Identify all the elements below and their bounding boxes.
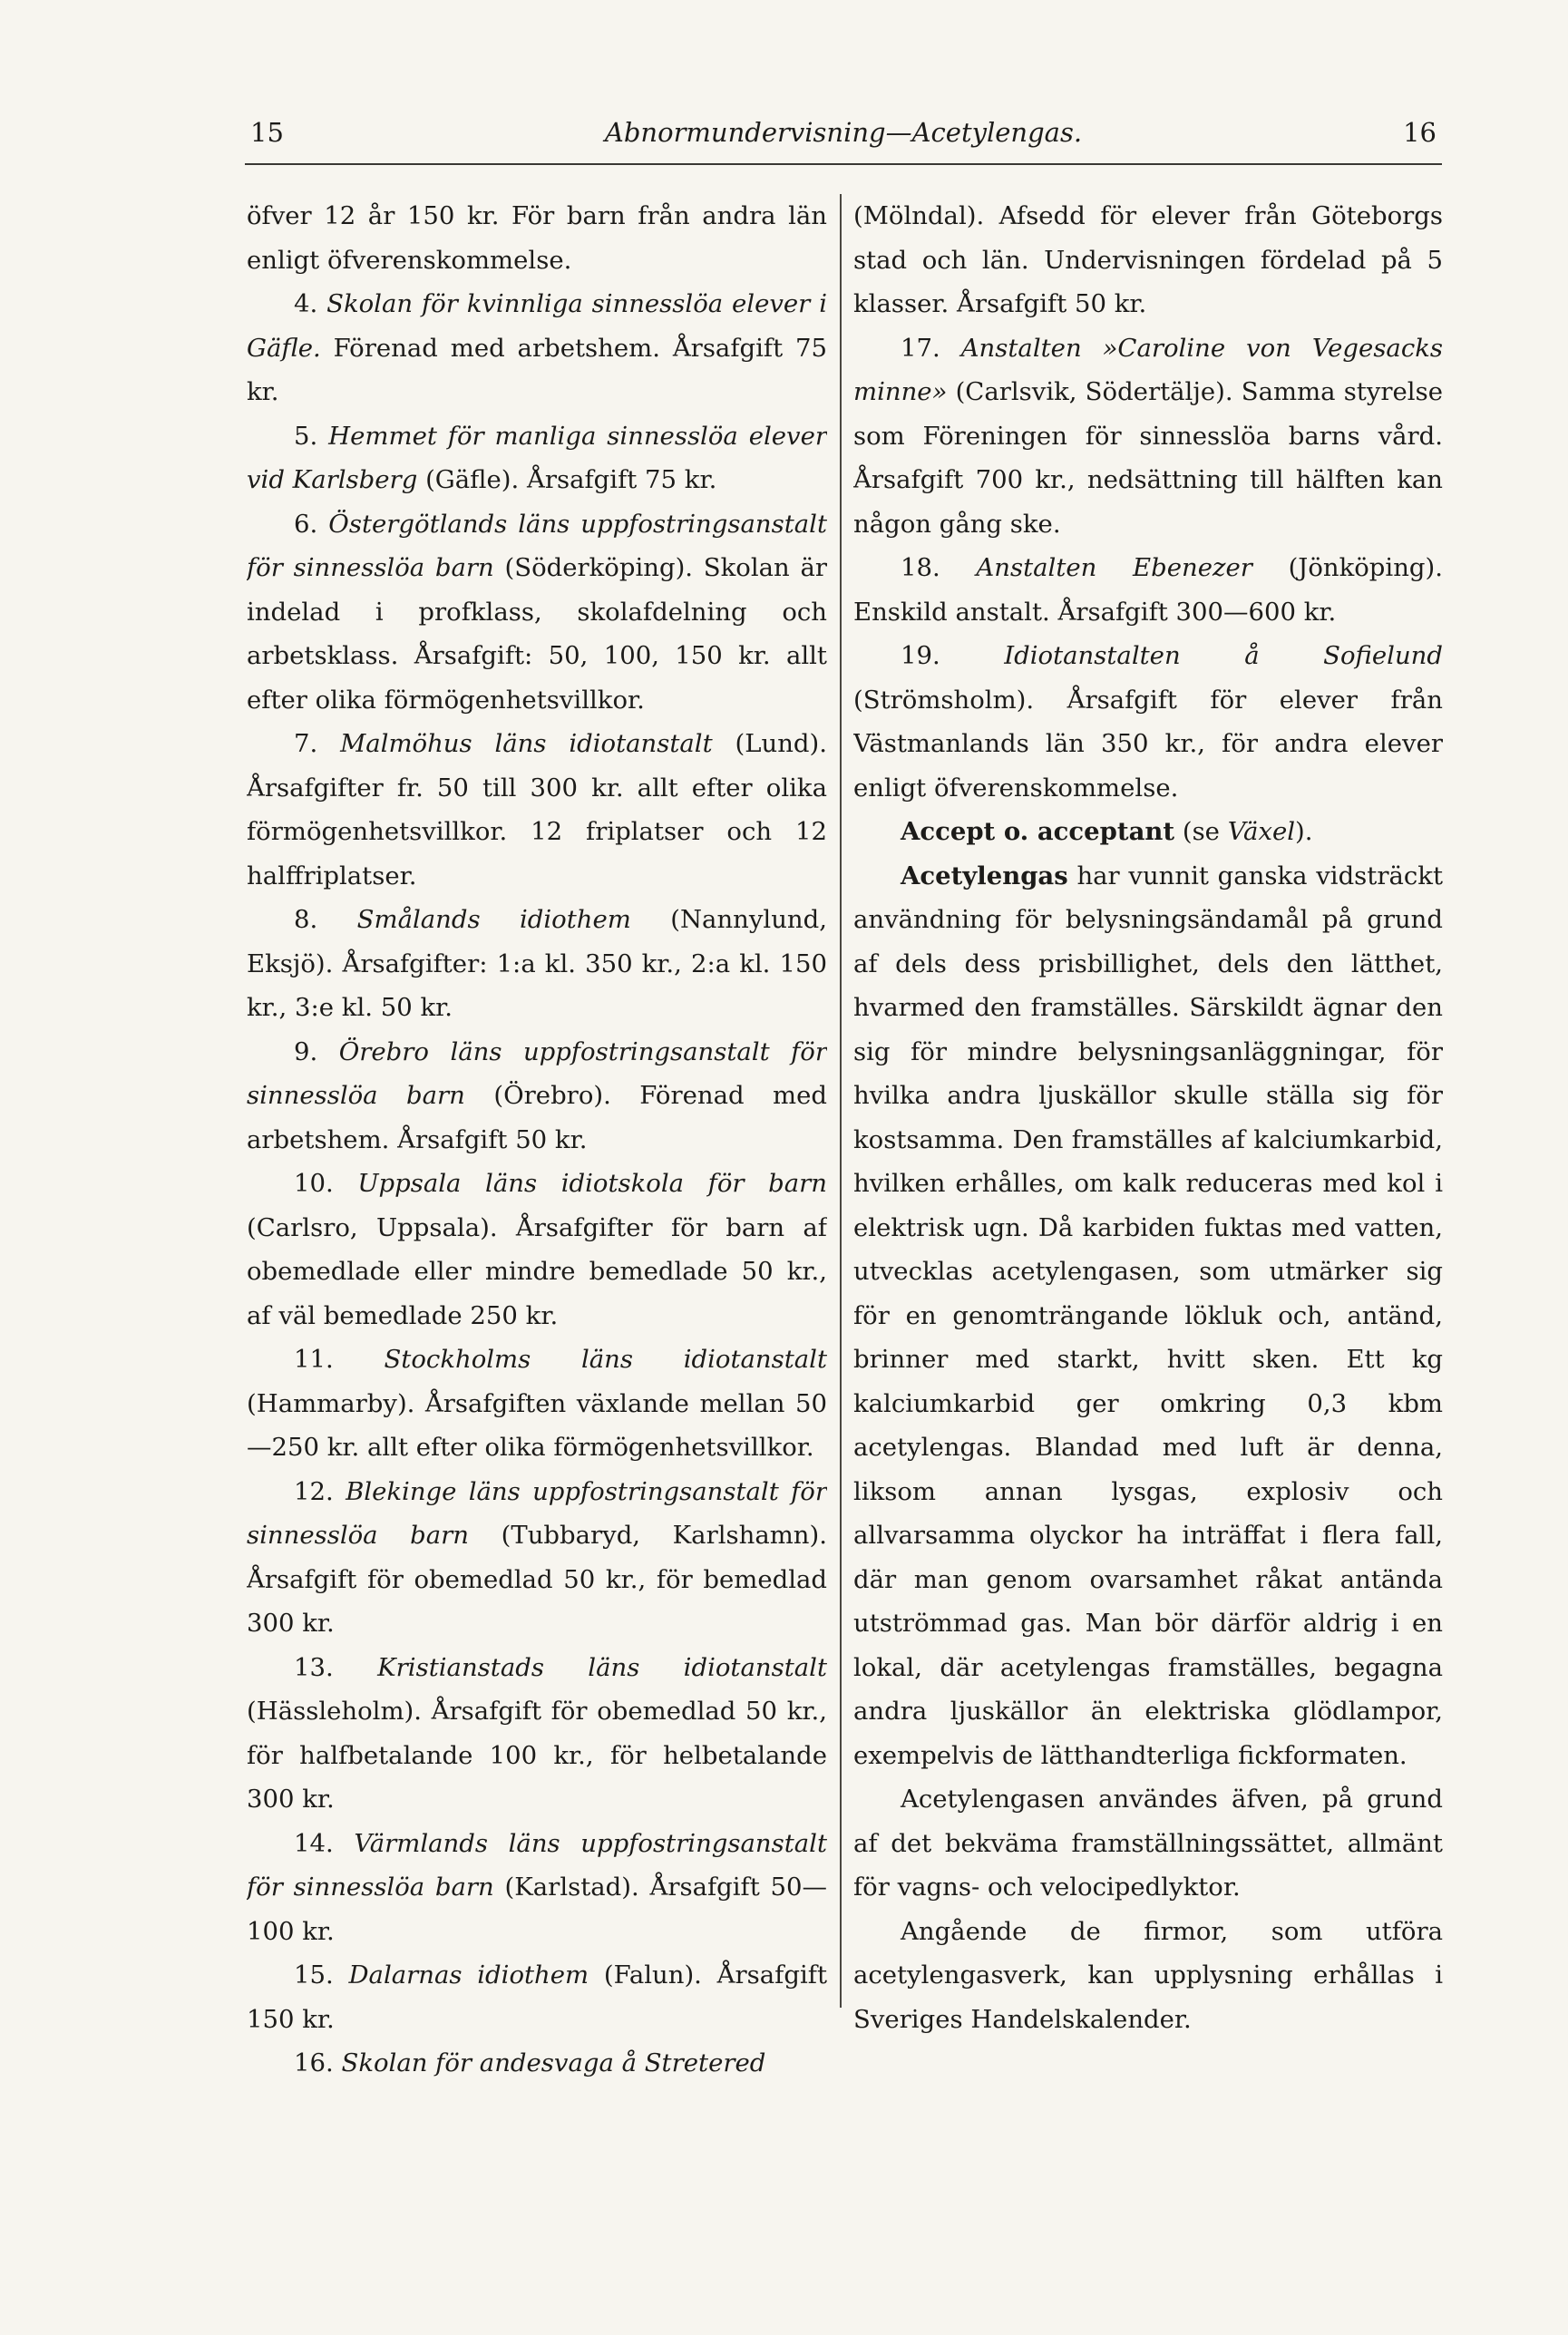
- right-column: [853, 194, 1443, 2316]
- paragraph: 8. Smålands idiothem (Nannylund, Eksjö). Årsafgifter: 1:a kl. 350 kr., 2:a kl. 150 kr., 3:e kl. 50 kr.: [247, 905, 827, 1022]
- paragraph: 5. Hemmet för manliga sinnesslöa elever vid Karlsberg (Gäfle). Årsafgift 75 kr.: [247, 421, 827, 494]
- paragraph: 11. Stockholms läns idiotanstalt (Hammarby). Årsafgiften växlande mellan 50—250 kr. allt efter olika förmögenhetsvillkor.: [247, 1345, 827, 1462]
- paragraph: Acetylengasen användes äfven, på grund af det bekväma framställningssättet, allmänt för vagns- och velocipedlyktor.: [853, 1785, 1443, 1902]
- paragraph: 10. Uppsala läns idiotskola för barn (Carlsro, Uppsala). Årsafgifter för barn af obemedlade eller mindre bemedlade 50 kr., af väl bemedlade 250 kr.: [247, 1169, 827, 1330]
- column-divider: [840, 194, 842, 2008]
- paragraph: 17. Anstalten »Caroline von Vegesacks minne» (Carlsvik, Södertälje). Samma styrelse som Föreningen för sinnesslöa barns vård. Årsafgift 700 kr., nedsättning till hälften kan någon gång ske.: [853, 333, 1443, 539]
- paragraph: 18. Anstalten Ebenezer (Jönköping). Enskild anstalt. Årsafgift 300—600 kr.: [853, 553, 1443, 627]
- page-header: [245, 109, 1442, 165]
- paragraph: 16. Skolan för andesvaga å Stretered: [294, 2048, 766, 2077]
- paragraph: Angående de firmor, som utföra acetylengasverk, kan upplysning erhållas i Sveriges Handelskalender.: [853, 1916, 1443, 2034]
- paragraph: 12. Blekinge läns uppfostringsanstalt för sinnesslöa barn (Tubbaryd, Karlshamn). Årsafgift för obemedlad 50 kr., för bemedlad 300 kr.: [247, 1476, 827, 1638]
- paragraph: 4. Skolan för kvinnliga sinnesslöa elever i Gäfle. Förenad med arbetshem. Årsafgift 75 kr.: [247, 289, 827, 406]
- page-number-right: 16: [1403, 117, 1437, 148]
- paragraph: 9. Örebro läns uppfostringsanstalt för sinnesslöa barn (Örebro). Förenad med arbetshem. Årsafgift 50 kr.: [247, 1036, 827, 1154]
- paragraph: (Mölndal). Afsedd för elever från Göteborgs stad och län. Undervisningen fördelad på 5 klasser. Årsafgift 50 kr.: [853, 201, 1443, 318]
- entry-acetylengas: Acetylengas har vunnit ganska vidsträckt användning för belysningsändamål på grund af dels dess prisbillighet, dels den lätthet, hvarmed den framställes. Särskildt ägnar den sig för mindre belysningsanläggningar, för hvilka andra ljuskällor skulle ställa sig för kostsamma. Den framställes af kalciumkarbid, hvilken erhålles, om kalk reduceras med kol i elektrisk ugn. Då karbiden fuktas med vatten, utvecklas acetylengasen, som utmärker sig för en genomträngande lökluk och, antänd, brinner med starkt, hvitt sken. Ett kg kalciumkarbid ger omkring 0,3 kbm acetylengas. Blandad med luft är denna, liksom annan lysgas, explosiv och allvarsamma olyckor ha inträffat i flera fall, där man genom ovarsamhet råkat antända utströmmad gas. Man bör därför aldrig i en lokal, där acetylengas framställes, begagna andra ljuskällor än elektriska glödlampor, exempelvis de lätthandterliga fickformaten.: [853, 861, 1443, 1770]
- left-column: [247, 194, 827, 2316]
- page-number-left: 15: [250, 117, 284, 148]
- paragraph: 13. Kristianstads läns idiotanstalt (Hässleholm). Årsafgift för obemedlad 50 kr., för halfbetalande 100 kr., för helbetalande 300 kr.: [247, 1652, 827, 1814]
- paragraph: öfver 12 år 150 kr. För barn från andra län enligt öfverenskommelse.: [247, 201, 827, 275]
- paragraph: 15. Dalarnas idiothem (Falun). Årsafgift 150 kr.: [247, 1960, 827, 2034]
- running-title: Abnormundervisning—Acetylengas.: [604, 117, 1083, 148]
- paragraph: 7. Malmöhus läns idiotanstalt (Lund). Årsafgifter fr. 50 till 300 kr. allt efter olika förmögenhetsvillkor. 12 friplatser och 12 halffriplatser.: [247, 729, 827, 890]
- entry-accept: Accept o. acceptant (se Växel).: [901, 817, 1313, 846]
- paragraph: 14. Värmlands läns uppfostringsanstalt för sinnesslöa barn (Karlstad). Årsafgift 50—100 kr.: [247, 1828, 827, 1946]
- paragraph: 6. Östergötlands läns uppfostringsanstalt för sinnesslöa barn (Söderköping). Skolan är indelad i profklass, skolafdelning och arbetsklass. Årsafgift: 50, 100, 150 kr. allt efter olika förmögenhetsvillkor.: [247, 509, 827, 715]
- paragraph: 19. Idiotanstalten å Sofielund (Strömsholm). Årsafgift för elever från Västmanlands län 350 kr., för andra elever enligt öfverenskommelse.: [853, 641, 1443, 803]
